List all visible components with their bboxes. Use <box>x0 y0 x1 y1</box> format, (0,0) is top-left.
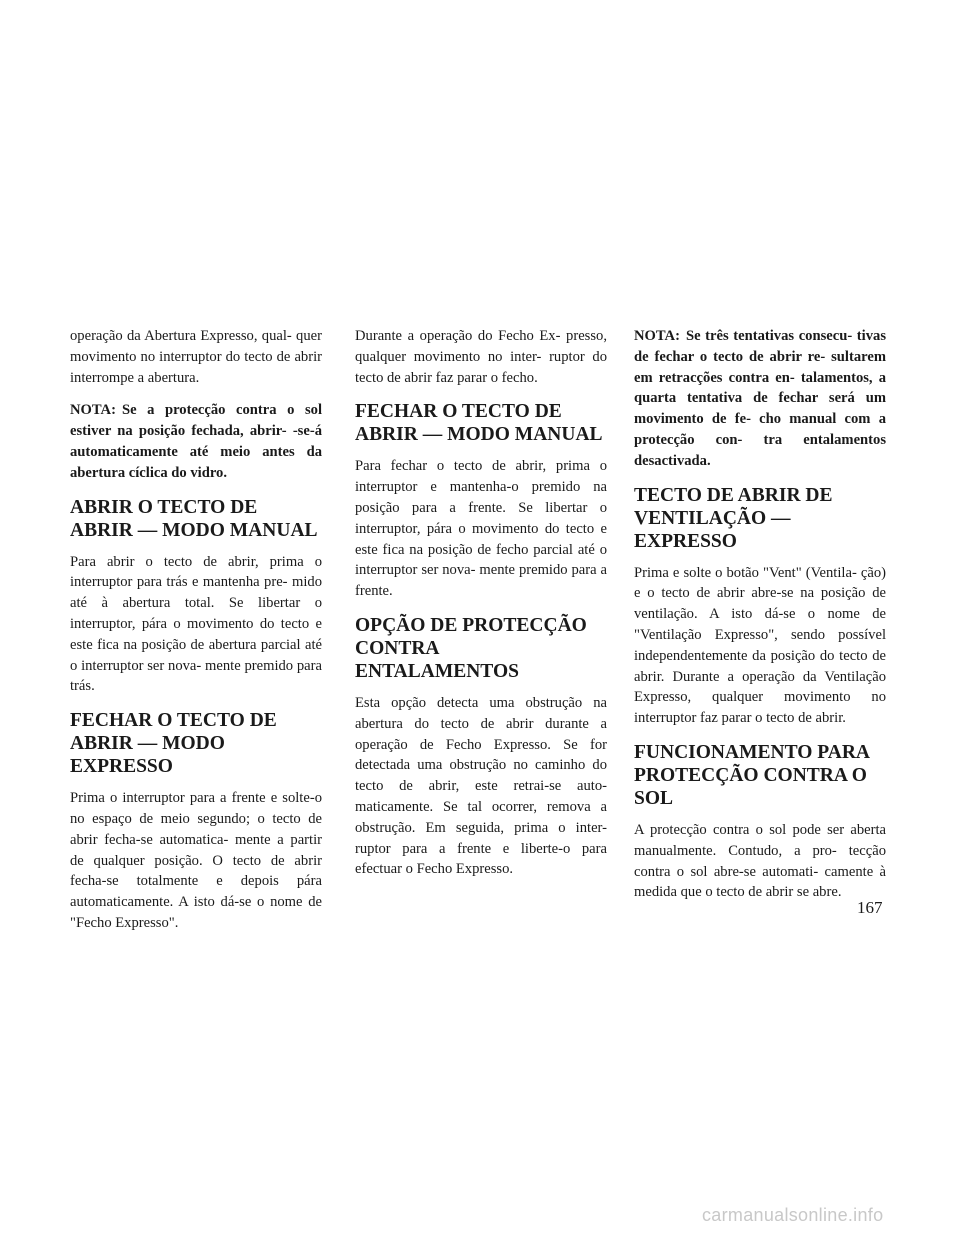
section-heading: ABRIR O TECTO DE ABRIR — MODO MANUAL <box>70 496 318 541</box>
paragraph: Prima e solte o botão "Vent" (Ventila- ção) e o tecto de abrir abre-se na posição de ventilação. A isto dá-se o nome de "Ventilação Expresso", sendo possível independentemente da posição do tecto de abrir. Durante a operação da Ventilação Expresso, qualquer movimento no interruptor faz parar o tecto de abrir. <box>634 564 886 727</box>
paragraph: Durante a operação do Fecho Ex- presso, qualquer movimento no inter- ruptor do tecto de abrir faz parar o fecho. <box>355 328 607 386</box>
paragraph: Para fechar o tecto de abrir, prima o interruptor e mantenha-o premido na posição para a frente. Se libertar o interruptor, pára o movimento do tecto e este fica na posição de fecho parcial até o interruptor ser nova- mente premido para a frente. <box>355 458 607 600</box>
section-heading: TECTO DE ABRIR DE VENTILAÇÃO — EXPRESSO <box>634 484 833 552</box>
section-heading: FECHAR O TECTO DE ABRIR — MODO EXPRESSO <box>70 710 277 778</box>
note-text: Se a protecção contra o sol estiver na posição fechada, abrir- -se-á automaticamente até meio antes da abertura cíclica do vidro. <box>70 402 322 481</box>
paragraph: Esta opção detecta uma obstrução na abertura do tecto de abrir durante a operação de Fecho Expresso. Se for detectada uma obstrução no caminho do tecto de abrir, este retrai-se auto- maticamente. Se tal ocorrer, remova a obstrução. Em seguida, prima o inter- ruptor para a frente e liberte-o para efectuar o Fecho Expresso. <box>355 694 607 878</box>
paragraph: operação da Abertura Expresso, qual- quer movimento no interruptor do tecto de abrir interrompe a abertura. <box>70 328 322 386</box>
paragraph: Para abrir o tecto de abrir, prima o interruptor para trás e mantenha pre- mido até à abertura total. Se libertar o interruptor, pára o movimento do tecto e este fica na posição de abertura parcial até o interruptor ser nova- mente premido para trás. <box>70 553 322 695</box>
column-2 <box>355 326 607 892</box>
paragraph: A protecção contra o sol pode ser aberta manualmente. Contudo, a pro- tecção contra o sol abre-se automati- camente à medida que o tecto de abrir se abre. <box>634 821 886 901</box>
section-heading: FUNCIONAMENTO PARA PROTECÇÃO CONTRA O SOL <box>634 741 869 809</box>
note-text: Se três tentativas consecu- tivas de fechar o tecto de abrir re- sultarem em retracções contra en- talamentos, a quarta tentativa de fechar será um movimento de fe- cho manual com a protecção con- tra entalamentos desactivada. <box>634 328 886 469</box>
note-label: NOTA: <box>634 328 680 344</box>
note <box>634 326 886 472</box>
section-heading: FECHAR O TECTO DE ABRIR — MODO MANUAL <box>355 401 603 446</box>
section-heading: OPÇÃO DE PROTECÇÃO CONTRA ENTALAMENTOS <box>355 614 587 682</box>
watermark: carmanualsonline.info <box>702 1205 884 1225</box>
page-number: 167 <box>857 898 883 917</box>
column-3 <box>634 326 886 915</box>
column-1 <box>70 326 322 946</box>
paragraph: Prima o interruptor para a frente e solte-o no espaço de meio segundo; o tecto de abrir fecha-se automatica- mente a partir de qualquer posição. O tecto de abrir fecha-se totalmente e depois pára automaticamente. A isto dá-se o nome de "Fecho Expresso". <box>70 790 322 931</box>
note-label: NOTA: <box>70 402 116 419</box>
note <box>70 400 322 483</box>
